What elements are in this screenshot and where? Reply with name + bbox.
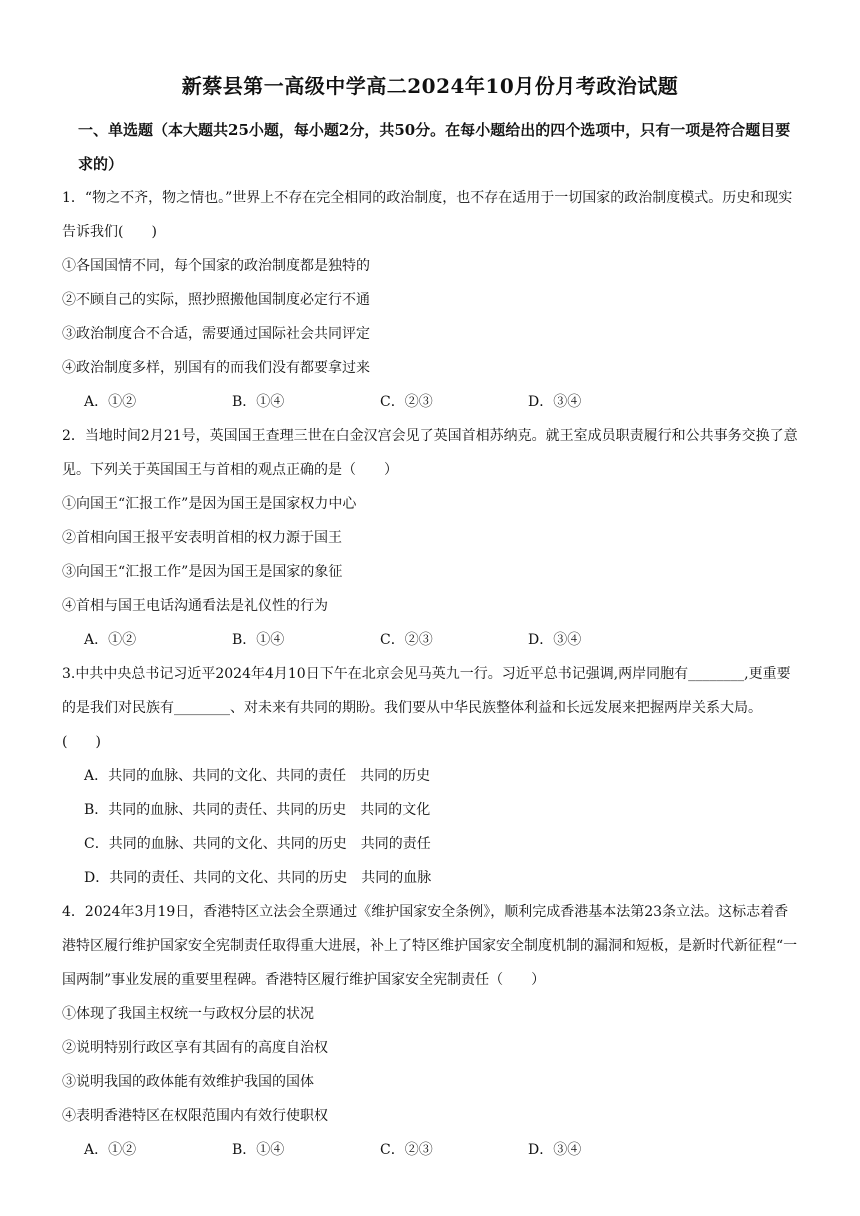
option-b: B．①④ xyxy=(232,394,285,410)
option-a: A．①② xyxy=(84,632,137,648)
option-a: A．共同的血脉、共同的文化、共同的责任 共同的历史 xyxy=(84,768,431,784)
statement: ①各国国情不同，每个国家的政治制度都是独特的 xyxy=(62,258,370,274)
option-c: C．②③ xyxy=(380,1142,433,1158)
option-d: D．③④ xyxy=(528,394,582,410)
statement: ②说明特别行政区享有其固有的高度自治权 xyxy=(62,1040,328,1056)
question-4 xyxy=(62,895,798,1167)
option-b: B．①④ xyxy=(232,632,285,648)
statement: ③向国王“汇报工作”是因为国王是国家的象征 xyxy=(62,564,343,580)
option-a: A．①② xyxy=(84,394,137,410)
exam-title: 新蔡县第一高级中学高二2024年10月份月考政治试题 xyxy=(181,74,679,98)
statement: ③说明我国的政体能有效维护我国的国体 xyxy=(62,1074,314,1090)
option-b: B．共同的血脉、共同的责任、共同的历史 共同的文化 xyxy=(84,802,431,818)
statement: ②不顾自己的实际，照抄照搬他国制度必定行不通 xyxy=(62,292,370,308)
options-row xyxy=(62,1133,798,1167)
options-row xyxy=(62,385,798,419)
option-d: D．③④ xyxy=(528,632,582,648)
statement: ④首相与国王电话沟通看法是礼仪性的行为 xyxy=(62,598,328,614)
option-c: C．②③ xyxy=(380,632,433,648)
option-c: C．②③ xyxy=(380,394,433,410)
statement: ②首相向国王报平安表明首相的权力源于国王 xyxy=(62,530,342,546)
option-b: B．①④ xyxy=(232,1142,285,1158)
question-stem: 3.中共中央总书记习近平2024年4月10日下午在北京会见马英九一行。习近平总书记强调,两岸同胞有________,更重要的是我们对民族有________、对未来有共同的期盼。我们要从中华民族整体利益和长远发展来把握两岸关系大局。( ) xyxy=(62,666,791,750)
question-stem: 2．当地时间2月21号，英国国王查理三世在白金汉宫会见了英国首相苏纳克。就王室成员职责履行和公共事务交换了意见。下列关于英国国王与首相的观点正确的是（ ） xyxy=(62,428,798,478)
statement: ③政治制度合不合适，需要通过国际社会共同评定 xyxy=(62,326,370,342)
question-stem: 4．2024年3月19日，香港特区立法会全票通过《维护国家安全条例》，顺利完成香港基本法第23条立法。这标志着香港特区履行维护国家安全宪制责任取得重大进展，补上了特区维护国家安全制度机制的漏洞和短板，是新时代新征程“一国两制”事业发展的重要里程碑。香港特区履行维护国家安全宪制责任（ ） xyxy=(62,904,798,988)
option-a: A．①② xyxy=(84,1142,137,1158)
question-1 xyxy=(62,181,798,419)
statement: ④政治制度多样，别国有的而我们没有都要拿过来 xyxy=(62,360,370,376)
option-d: D．共同的责任、共同的文化、共同的历史 共同的血脉 xyxy=(84,870,432,886)
statement: ④表明香港特区在权限范围内有效行使职权 xyxy=(62,1108,328,1124)
section-heading: 一、单选题（本大题共25小题，每小题2分，共50分。在每小题给出的四个选项中，只有一项是符合题目要求的） xyxy=(78,121,791,173)
option-c: C．共同的血脉、共同的文化、共同的历史 共同的责任 xyxy=(84,836,431,852)
question-3 xyxy=(62,657,798,895)
question-stem: 1．“物之不齐，物之情也。”世界上不存在完全相同的政治制度，也不存在适用于一切国家的政治制度模式。历史和现实告诉我们( ) xyxy=(62,190,793,240)
option-d: D．③④ xyxy=(528,1142,582,1158)
statement: ①体现了我国主权统一与政权分层的状况 xyxy=(62,1006,314,1022)
options-row xyxy=(62,623,798,657)
question-2 xyxy=(62,419,798,657)
statement: ①向国王“汇报工作”是因为国王是国家权力中心 xyxy=(62,496,357,512)
